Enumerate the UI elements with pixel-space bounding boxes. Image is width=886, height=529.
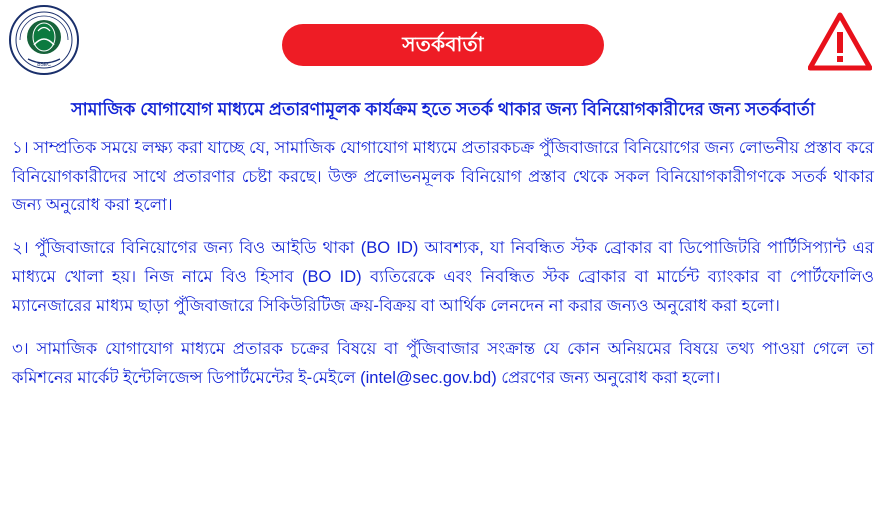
banner-container bbox=[0, 24, 886, 66]
paragraph-1: ১। সাম্প্রতিক সময়ে লক্ষ্য করা যাচ্ছে যে, সামাজিক যোগাযোগ মাধ্যমে প্রতারকচক্র পুঁজিবাজারে বিনিয়োগের জন্য লোভনীয় প্রস্তাব করে বিনিয়োগকারীদের সাথে প্রতারণার চেষ্টা করছে। উক্ত প্রলোভনমূলক বিনিয়োগ প্রস্তাব থেকে সকল বিনিয়োগকারীগণকে সতর্ক থাকার জন্য অনুরোধ করা হলো। bbox=[12, 138, 874, 215]
document-header bbox=[0, 0, 886, 92]
paragraph-3: ৩। সামাজিক যোগাযোগ মাধ্যমে প্রতারক চক্রের বিষয়ে বা পুঁজিবাজার সংক্রান্ত যে কোন অনিয়মের বিষয়ে তথ্য পাওয়া গেলে তা কমিশনের মার্কেট ইন্টেলিজেন্স ডিপার্টমেন্টের ই-মেইলে (intel@sec.gov.bd) প্রেরণের জন্য অনুরোধ করা হলো। bbox=[12, 339, 874, 387]
document-subtitle: সামাজিক যোগাযোগ মাধ্যমে প্রতারণামূলক কার্যক্রম হতে সতর্ক থাকার জন্য বিনিয়োগকারীদের জন্য সতর্কবার্তা bbox=[71, 99, 815, 119]
paragraph-2: ২। পুঁজিবাজারে বিনিয়োগের জন্য বিও আইডি থাকা (BO ID) আবশ্যক, যা নিবন্ধিত স্টক ব্রোকার বা ডিপোজিটরি পার্টিসিপ্যান্ট এর মাধ্যমে খোলা হয়। নিজ নামে বিও হিসাব (BO ID) ব্যতিরেকে এবং নিবন্ধিত স্টক ব্রোকার বা মার্চেন্ট ব্যাংকার বা পোর্টফোলিও ম্যানেজারের মাধ্যম ছাড়া পুঁজিবাজারে সিকিউরিটিজ ক্রয়-বিক্রয় বা আর্থিক লেনদেন না করার জন্যও অনুরোধ করা হলো। bbox=[12, 239, 874, 315]
warning-banner-title: সতর্কবার্তা bbox=[282, 24, 604, 66]
document-body bbox=[0, 98, 886, 393]
svg-text:BSEC: BSEC bbox=[37, 62, 51, 68]
warning-triangle-icon bbox=[808, 12, 872, 72]
